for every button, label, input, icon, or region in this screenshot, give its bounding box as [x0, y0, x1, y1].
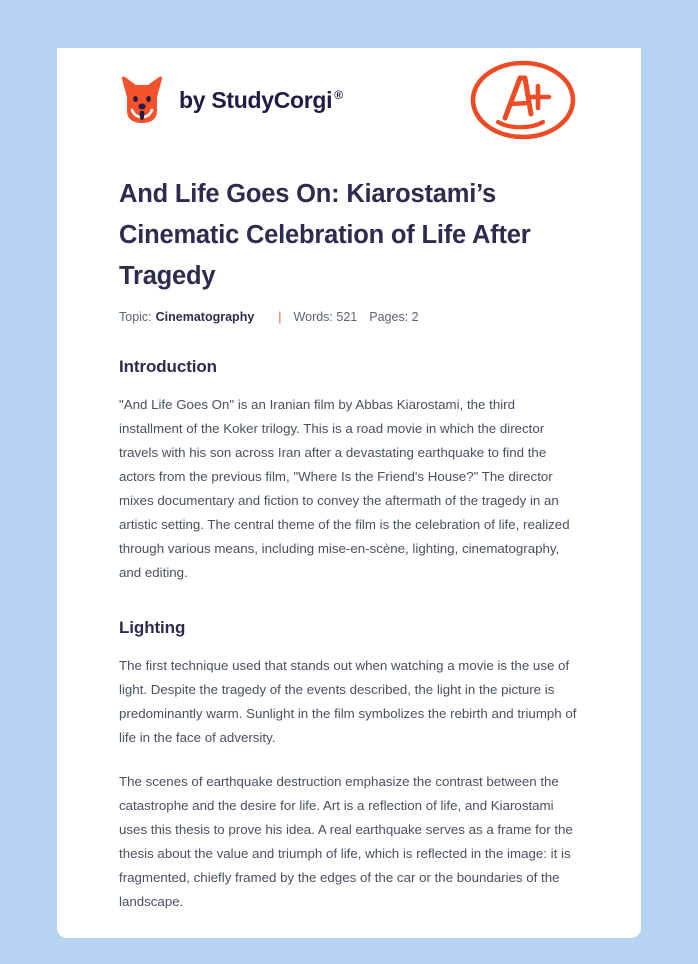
meta-words: Words: 521 [293, 310, 358, 324]
document-meta [119, 311, 579, 324]
meta-pages: Pages: 2 [369, 310, 419, 324]
paragraph-introduction-1: "And Life Goes On" is an Iranian film by Abbas Kiarostami, the third installment of the Koker trilogy. This is a road movie in which the director travels with his son across Iran after a devastating earthquake to find the actors from the previous film, "Where Is the Friend's House?" The director mixes documentary and fiction to convey the aftermath of the tragedy in an artistic setting. The central theme of the film is the celebration of life, realized through various means, including mise-en-scène, lighting, cinematography, and editing. [119, 396, 570, 580]
section-heading-introduction: Introduction [119, 356, 217, 376]
a-plus-circled-icon [465, 56, 581, 144]
meta-topic [119, 311, 254, 324]
brand-wordmark [179, 86, 343, 113]
page-title: And Life Goes On: Kiarostami’s Cinematic Celebration of Life After Tragedy [119, 180, 531, 290]
paragraph-lighting-1: The first technique used that stands out when watching a movie is the use of light. Despite the tragedy of the events described, the light in the picture is predominantly warm. Sunlight in the film symbolizes the rebirth and triumph of life in the face of adversity. [119, 657, 577, 745]
corgi-face-icon [119, 75, 165, 125]
brand-text: by StudyCorgi [179, 86, 333, 113]
registered-mark: ® [334, 87, 343, 102]
meta-topic-value[interactable]: Cinematography [155, 310, 255, 324]
document-page [57, 48, 641, 938]
paragraph-lighting-2: The scenes of earthquake destruction emphasize the contrast between the catastrophe and the desire for life. Art is a reflection of life, and Kiarostami uses this thesis to prove his idea. A real earthquake serves as a frame for the thesis about the value and triumph of life, which is reflected in the image: it is fragmented, chiefly framed by the edges of the car or the boundaries of the landscape. [119, 773, 573, 909]
document-header [119, 48, 579, 152]
brand-logo[interactable] [119, 75, 343, 125]
meta-separator: | [278, 310, 282, 324]
meta-topic-label: Topic: [119, 310, 152, 324]
section-heading-lighting: Lighting [119, 617, 186, 637]
